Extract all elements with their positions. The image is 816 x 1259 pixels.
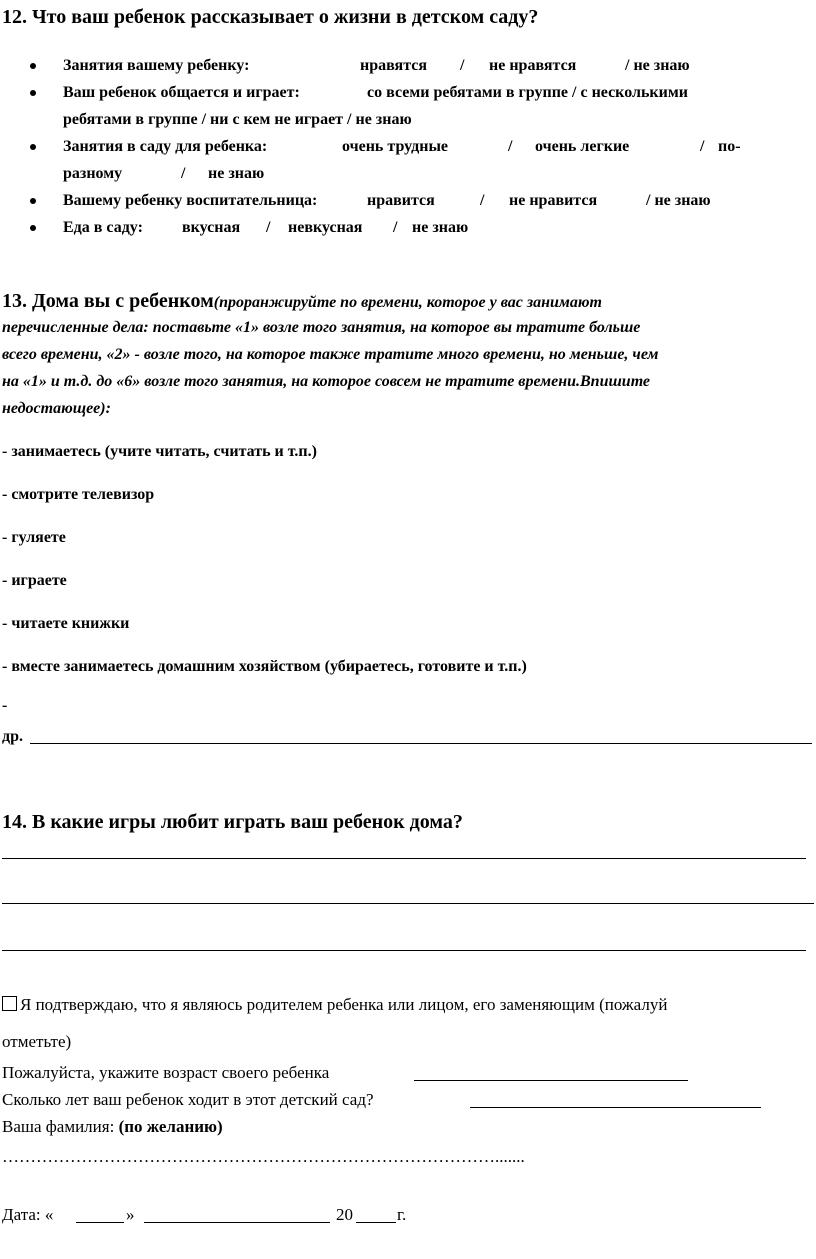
q13-instruction-2: перечисленные дела: поставьте «1» возле того занятия, на которое вы тратите больше bbox=[2, 319, 641, 336]
q14-answer-line-1[interactable] bbox=[2, 858, 806, 859]
q13-other-dash: - bbox=[2, 697, 8, 714]
q13-activity-walk: - гуляете bbox=[2, 529, 66, 546]
bullet-icon bbox=[30, 90, 36, 96]
date-year-suffix: г. bbox=[397, 1205, 407, 1224]
checkbox-icon[interactable] bbox=[2, 996, 17, 1011]
child-age-field[interactable] bbox=[414, 1080, 688, 1081]
q13-instruction-3: всего времени, «2» - возле того, на которое также тратите много времени, но меньше, чем bbox=[2, 346, 659, 363]
surname-note: (по желанию) bbox=[118, 1117, 223, 1136]
confirm-text-2: отметьте) bbox=[2, 1032, 72, 1051]
surname-row bbox=[2, 1117, 223, 1137]
q13-instruction-4: на «1» и т.д. до «6» возле того занятия, на которое совсем не тратите времени.Впишите bbox=[2, 373, 651, 390]
q13-activity-play: - играете bbox=[2, 572, 67, 589]
q13-activity-read: - читаете книжки bbox=[2, 615, 130, 632]
confirm-text: Я подтверждаю, что я являюсь родителем ребенка или лицом, его заменяющим (пожалуй bbox=[20, 995, 668, 1014]
surname-label: Ваша фамилия: bbox=[2, 1117, 115, 1136]
years-in-kindergarten-label: Сколько лет ваш ребенок ходит в этот детский сад? bbox=[2, 1090, 374, 1109]
q12-item-communication: Ваш ребенок общается и играет: со всеми ребятами в группе / с несколькими ребятами в группе / ни с кем не играет / не знаю bbox=[0, 79, 816, 133]
q13-heading bbox=[2, 290, 602, 313]
q13-instruction-1: (проранжируйте по времени, которое у вас занимают bbox=[213, 294, 602, 311]
q13-title: 13. Дома вы с ребенком bbox=[2, 290, 214, 312]
child-age-label: Пожалуйста, укажите возраст своего ребенка bbox=[2, 1063, 330, 1082]
date-day-field[interactable] bbox=[76, 1222, 124, 1223]
q14-title: 14. В какие игры любит играть ваш ребенок дома? bbox=[2, 811, 463, 833]
date-month-field[interactable] bbox=[144, 1222, 330, 1223]
q13-other-label: др. bbox=[2, 728, 23, 745]
bullet-icon bbox=[30, 144, 36, 150]
surname-field[interactable]: ……………………………………………………………………………....... bbox=[2, 1147, 525, 1166]
confirm-statement bbox=[2, 995, 816, 1015]
bullet-icon bbox=[30, 225, 36, 231]
q13-activity-housework: - вместе занимаетесь домашним хозяйством (убираетесь, готовите и т.п.) bbox=[2, 658, 527, 675]
q12-item-teacher: Вашему ребенку воспитательница: нравится / не нравится / не знаю bbox=[0, 187, 816, 214]
date-quote-close: » bbox=[126, 1205, 135, 1224]
q13-activity-tv: - смотрите телевизор bbox=[2, 486, 155, 503]
q12-item-food: Еда в саду: вкусная / невкусная / не знаю bbox=[0, 214, 816, 241]
years-in-kindergarten-field[interactable] bbox=[470, 1107, 761, 1108]
bullet-icon bbox=[30, 63, 36, 69]
q12-item-difficulty: Занятия в саду для ребенка: очень трудные / очень легкие / по- разному / не знаю bbox=[0, 133, 816, 187]
date-row bbox=[2, 1205, 53, 1225]
q13-other-answer-line[interactable] bbox=[30, 743, 812, 744]
date-century: 20 bbox=[336, 1205, 353, 1224]
q13-activity-study: - занимаетесь (учите читать, считать и т.п.) bbox=[2, 443, 317, 460]
q14-answer-line-3[interactable] bbox=[2, 950, 806, 951]
q12-item-lessons: Занятия вашему ребенку: нравятся / не нравятся / не знаю bbox=[0, 52, 816, 79]
date-year-field[interactable] bbox=[356, 1222, 396, 1223]
q13-instruction-5: недостающее): bbox=[2, 400, 111, 417]
q14-answer-line-2[interactable] bbox=[2, 903, 814, 904]
q12-title: 12. Что ваш ребенок рассказывает о жизни в детском саду? bbox=[2, 6, 539, 28]
date-label: Дата: « bbox=[2, 1205, 54, 1224]
bullet-icon bbox=[30, 198, 36, 204]
q12-list bbox=[0, 52, 816, 241]
